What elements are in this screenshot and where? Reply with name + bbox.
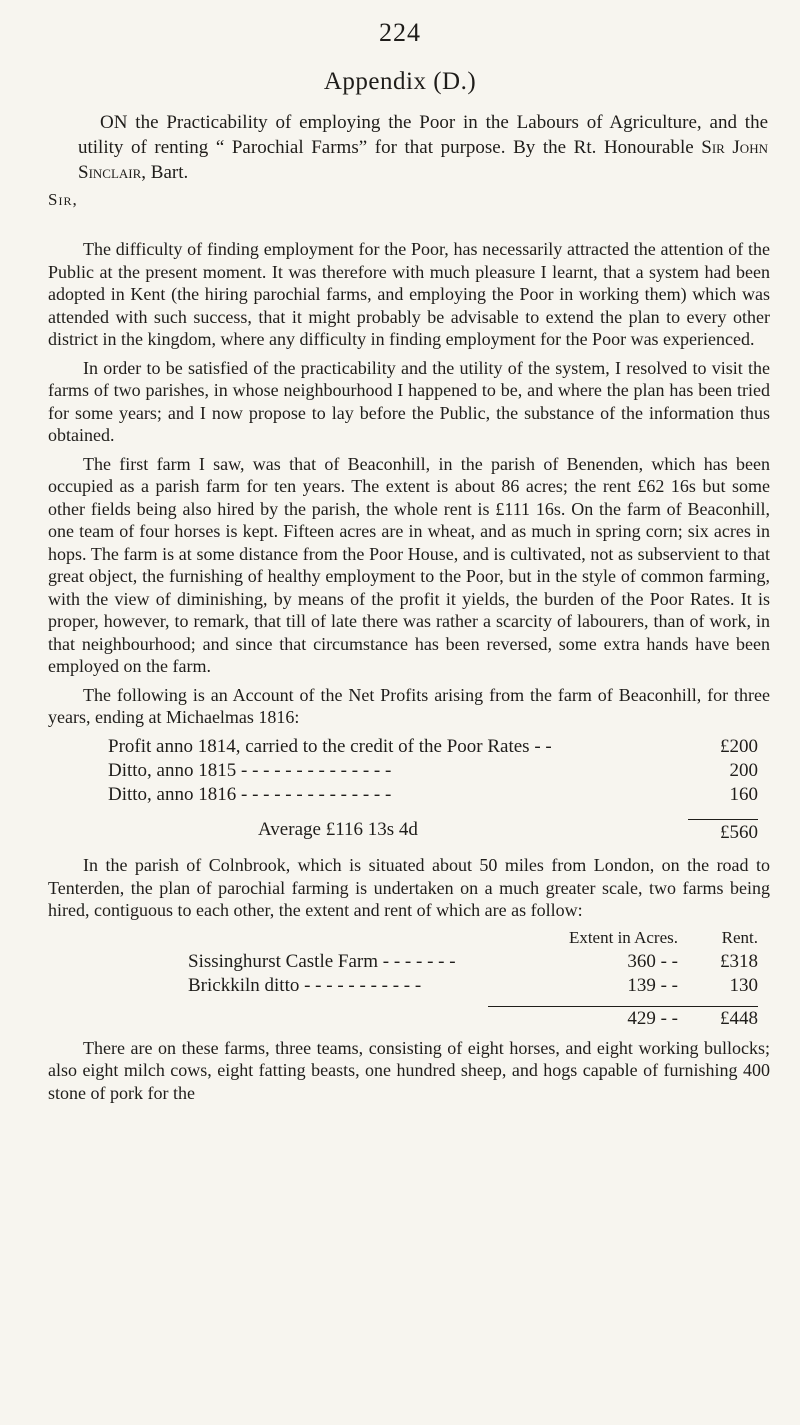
paragraph: In the parish of Colnbrook, which is situated about 50 miles from London, on the road to Tenterden, the plan of parochial farming is undertaken on a much greater scale, two farms being hired, contiguous to each other, the extent and rent of which are as follow: — [48, 855, 770, 920]
paragraph: The following is an Account of the Net Profits arising from the farm of Beaconhill, for three years, ending at Michaelmas 1816: — [48, 684, 770, 727]
ledger-label: Profit anno 1814, carried to the credit of the Poor Rates - - — [108, 735, 552, 757]
header-extent: Extent in Acres. — [568, 927, 678, 947]
profit-ledger — [108, 735, 758, 845]
total-extent: 429 - - — [627, 1007, 678, 1029]
header-rent: Rent. — [721, 927, 758, 947]
heading-lead: ON — [100, 112, 128, 133]
ledger-amount: 200 — [729, 759, 758, 781]
ledger-average — [108, 819, 758, 845]
farm-extent: 360 - - — [627, 950, 678, 972]
paragraph: There are on these farms, three teams, consisting of eight horses, and eight working bullocks; also eight milch cows, eight fatting beasts, one hundred sheep, and hogs capable of furnishing 400 stone of pork for the — [48, 1037, 770, 1103]
paragraph: In order to be satisfied of the practicability and the utility of the system, I resolved to visit the farms of two parishes, in whose neighbourhood I happened to be, and where the plan has been tried for some years; and I now propose to lay before the Public, the substance of the information thus obtained. — [48, 357, 770, 445]
total-rent: £448 — [720, 1007, 758, 1029]
farm-rent: £318 — [720, 950, 758, 972]
farm-table-header — [188, 926, 758, 950]
farm-row — [188, 950, 758, 974]
article-heading — [78, 110, 768, 185]
letter-body — [48, 238, 770, 1104]
farm-total — [488, 1006, 758, 1031]
ledger-row — [108, 783, 758, 807]
ledger-row — [108, 735, 758, 759]
heading-tail: , Bart. — [141, 162, 189, 183]
heading-text: the Practicability of employing the Poor in the Labours of Agriculture, and the utility of renting “ Parochial Farms” for that purpose. By the Rt. Honourable — [78, 112, 768, 158]
farm-name: Sissinghurst Castle Farm - - - - - - - — [188, 950, 456, 972]
paragraph: The first farm I saw, was that of Beaconhill, in the parish of Benenden, which has been occupied as a parish farm for ten years. The extent is about 86 acres; the rent £62 16s but some other fields being also hired by the parish, the whole rent is £111 16s. On the farm of Beaconhill, one team of four horses is kept. Fifteen acres are in wheat, and as much in spring corn; six acres in hops. The farm is at some distance from the Poor House, and is cultivated, not as subservient to that great object, the furnishing of healthy employment to the Poor, but in the style of common farming, with the view of diminishing, by means of the profit it yields, the burden of the Poor Rates. It is proper, however, to remark, that till of late there was rather a scarcity of labourers, than of work, in that neighbourhood; and since that circumstance has been reversed, some extra hands have been employed on the farm. — [48, 453, 770, 676]
page-number: 224 — [379, 18, 421, 47]
farm-extent: 139 - - — [627, 974, 678, 996]
ledger-amount: 160 — [729, 783, 758, 805]
farm-row — [188, 974, 758, 998]
ledger-row — [108, 759, 758, 783]
average-total: £560 — [688, 819, 758, 845]
paragraph: The difficulty of finding employment for the Poor, has necessarily attracted the attention of the Public at the present moment. It was therefore with much pleasure I learnt, that a system had been adopted in Kent (the hiring parochial farms, and employing the Poor in working them) which was attended with such success, that it might probably be advisable to extend the plan to every other district in the kingdom, where any difficulty in finding employment for the Poor was experienced. — [48, 239, 770, 349]
ledger-amount: £200 — [720, 735, 758, 757]
farm-rent: 130 — [729, 974, 758, 996]
salutation: Sir, — [48, 190, 78, 209]
farm-name: Brickkiln ditto - - - - - - - - - - - — [188, 974, 422, 996]
heading-author: Sir John Sinclair — [78, 137, 768, 183]
ledger-label: Ditto, anno 1815 - - - - - - - - - - - - - - — [108, 759, 392, 781]
appendix-title: Appendix (D.) — [323, 68, 477, 95]
farm-table — [188, 926, 758, 1031]
average-label: Average £116 13s 4d — [258, 818, 418, 840]
ledger-label: Ditto, anno 1816 - - - - - - - - - - - - - - — [108, 783, 392, 805]
